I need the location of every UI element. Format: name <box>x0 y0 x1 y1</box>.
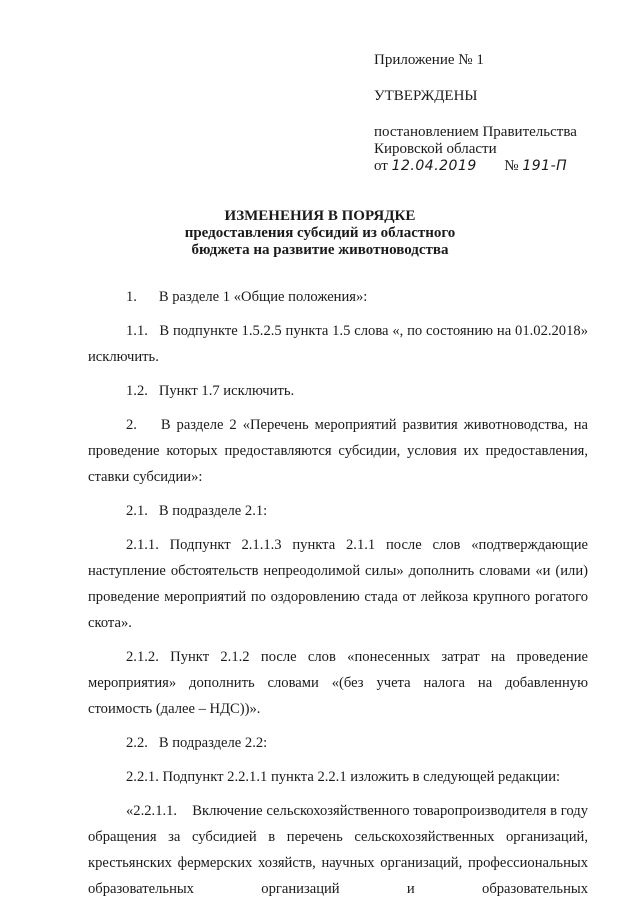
paragraph-1-1: 1.1. В подпункте 1.5.2.5 пункта 1.5 слова «, по состоянию на 01.02.2018» исключить. <box>88 323 588 365</box>
appendix-label: Приложение № 1 <box>374 52 484 68</box>
paragraph-2-2: 2.2. В подразделе 2.2: <box>126 735 268 751</box>
paragraph-2-1-2: 2.1.2. Пункт 2.1.2 после слов «понесенных затрат на проведение мероприятия» дополнить словами «(без учета налога на добавленную стоимость (далее – НДС))». <box>88 649 588 717</box>
decree-date-line <box>374 158 577 175</box>
document-body <box>88 284 588 902</box>
number-prefix: № <box>504 158 519 174</box>
paragraph-2-1-1: 2.1.1. Подпункт 2.1.1.3 пункта 2.1.1 после слов «подтверждающие наступление обстоятельств непреодолимой силы» дополнить словами «и (или) проведение мероприятий по оздоровлению стада от лейкоза крупного рогатого скота». <box>88 537 588 631</box>
date-prefix: от <box>374 158 388 174</box>
title-line-3: бюджета на развитие животноводства <box>191 242 449 258</box>
paragraph-2-2-1: 2.2.1. Подпункт 2.2.1.1 пункта 2.2.1 изложить в следующей редакции: <box>126 769 561 785</box>
approval-block <box>374 52 577 175</box>
paragraph-1-2: 1.2. Пункт 1.7 исключить. <box>126 383 295 399</box>
paragraph-2-2-1-1: «2.2.1.1. Включение сельскохозяйственного товаропроизводителя в году обращения за субсидией в перечень сельскохозяйственных организаций, крестьянских фермерских хозяйств, научных организаций, профессиональных образовательных организаций и образовательных <box>88 803 588 897</box>
paragraph-2-1: 2.1. В подразделе 2.1: <box>126 503 268 519</box>
paragraph-2: 2. В разделе 2 «Перечень мероприятий развития животноводства, на проведение которых предоставляются субсидии, условия их предоставления, ставки субсидии»: <box>88 417 588 485</box>
title-line-2: предоставления субсидий из областного <box>184 225 456 241</box>
decree-line-2: Кировской области <box>374 141 497 157</box>
paragraph-1: 1. В разделе 1 «Общие положения»: <box>126 289 368 305</box>
document-title <box>0 208 640 259</box>
title-line-1: ИЗМЕНЕНИЯ В ПОРЯДКЕ <box>224 208 416 224</box>
decree-number: 191-П <box>522 158 568 174</box>
decree-date: 12.04.2019 <box>391 158 477 174</box>
decree-line-1: постановлением Правительства <box>374 124 577 140</box>
approved-label: УТВЕРЖДЕНЫ <box>374 88 478 104</box>
